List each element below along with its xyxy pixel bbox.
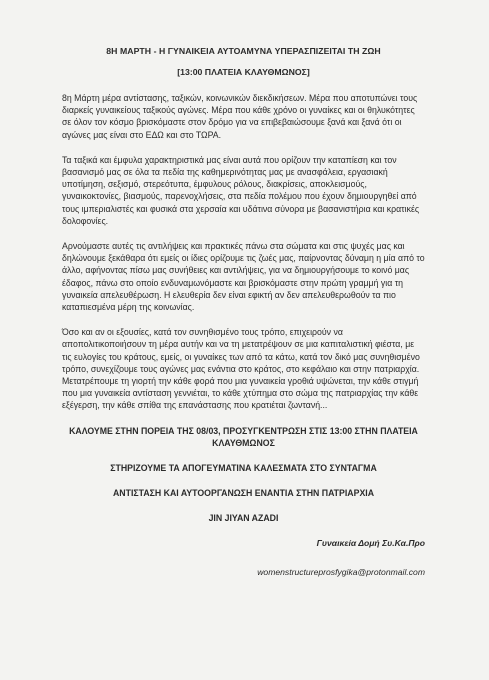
slogan-call-to-march: ΚΑΛΟΥΜΕ ΣΤΗΝ ΠΟΡΕΙΑ ΤΗΣ 08/03, ΠΡΟΣΥΓΚΕΝΤΡΩΣΗ ΣΤΙΣ 13:00 ΣΤΗΝ ΠΛΑΤΕΙΑ ΚΛΑΥΘΜΩΝΟΣ <box>69 425 418 448</box>
slogan-jin-jiyan-azadi: JIN JIYAN AZADI <box>208 513 279 524</box>
document-subtitle: [13:00 ΠΛΑΤΕΙΑ ΚΛΑΥΘΜΩΝΟΣ] <box>177 67 310 77</box>
document-title: 8Η ΜΑΡΤΗ - Η ΓΥΝΑΙΚΕΙΑ ΑΥΤΟΑΜΥΝΑ ΥΠΕΡΑΣΠΙΖΕΙΤΑΙ ΤΗ ΖΩΗ <box>106 46 381 56</box>
paragraph-struggle: Όσο και αν οι εξουσίες, κατά τον συνηθισμένο τους τρόπο, επιχειρούν να αποπολιτικοποιήσουν τη μέρα αυτήν και να τη μετατρέψουν σε μια καπιταλιστική φιέστα, με τις ευλογίες του κράτους, εμείς, οι γυναίκες των από τα κάτω, κατά τον δικό μας συνηθισμένο τρόπο, συνεχίζουμε τους αγώνες μας ενάντια στο κράτος, στο κεφάλαιο και στην πατριαρχία. Μετατρέπουμε τη γιορτή την κάθε φορά που μια γυναικεία γροθιά υψώνεται, την κάθε στιγμή που μια γυναικεία αντίσταση γεννιέται, το κάθε χτύπημα στο σώμα της πατριαρχίας την κάθε εξέγερση, την κάθε σπίθα της επανάστασης που κρατιέται ζωντανή... <box>62 327 420 411</box>
slogan-resistance: ΑΝΤΙΣΤΑΣΗ ΚΑΙ ΑΥΤΟΟΡΓΑΝΩΣΗ ΕΝΑΝΤΙΑ ΣΤΗΝ ΠΑΤΡΙΑΡΧΙΑ <box>112 488 375 499</box>
paragraph-refusal: Αρνούμαστε αυτές τις αντιλήψεις και πρακτικές πάνω στα σώματα και στις ψυχές μας και δηλώνουμε ξεκάθαρα ότι εμείς οι ίδιες ορίζουμε τις ζωές μας, παίρνοντας δύναμη η μία από το άλλο, αφήνοντας πίσω μας συνήθειες και αντιλήψεις, για να δημιουργήσουμε το κοινό μας έδαφος, πάνω στο οποίο ενδυναμωνόμαστε και βρισκόμαστε στην πρώτη γραμμή για τη γυναικεία απελευθέρωση. Η ελευθερία δεν είναι εφικτή αν δεν απελευθερωθούν τα πιο καταπιεσμένα μέρη της κοινωνίας. <box>62 241 425 313</box>
contact-email: womenstructureprosfygika@protonmail.com <box>257 566 425 577</box>
signature: Γυναικεία Δομή Συ.Κα.Προ <box>316 537 425 548</box>
slogan-support: ΣΤΗΡΙΖΟΥΜΕ ΤΑ ΑΠΟΓΕΥΜΑΤΙΝΑ ΚΑΛΕΣΜΑΤΑ ΣΤΟ ΣΥΝΤΑΓΜΑ <box>110 463 377 474</box>
paragraph-oppression: Τα ταξικά και έμφυλα χαρακτηριστικά μας είναι αυτά που ορίζουν την καταπίεση και τον βασανισμό μας σε όλα τα πεδία της καθημερινότητας μας με ανασφάλεια, εργασιακή υποτίμηση, σεξισμό, στερεότυπα, έμφυλους ρόλους, διακρίσεις, αποκλεισμούς, γυναικοκτονίες, βιασμούς, παρενοχλήσεις, στα πεδία πολέμου που έχουν δημιουργηθεί από τους ιμπεριαλιστές και φυσικά στα χερσαία και υδάτινα σύνορα με βασανιστήρια και κρατικές δολοφονίες. <box>62 154 420 226</box>
paragraph-intro: 8η Μάρτη μέρα αντίστασης, ταξικών, κοινωνικών διεκδικήσεων. Μέρα που αποτυπώνει τους διαρκείς γυναικείους ταξικούς αγώνες. Μέρα που κάθε χρόνο οι γυναίκες και οι θηλυκότητες σε όλον τον κόσμο βρισκόμαστε στον δρόμο για να επιβεβαιώσουμε ξανά και ξανά ότι οι αγώνες μας είναι στο ΕΔΩ και στο ΤΩΡΑ. <box>62 93 418 140</box>
